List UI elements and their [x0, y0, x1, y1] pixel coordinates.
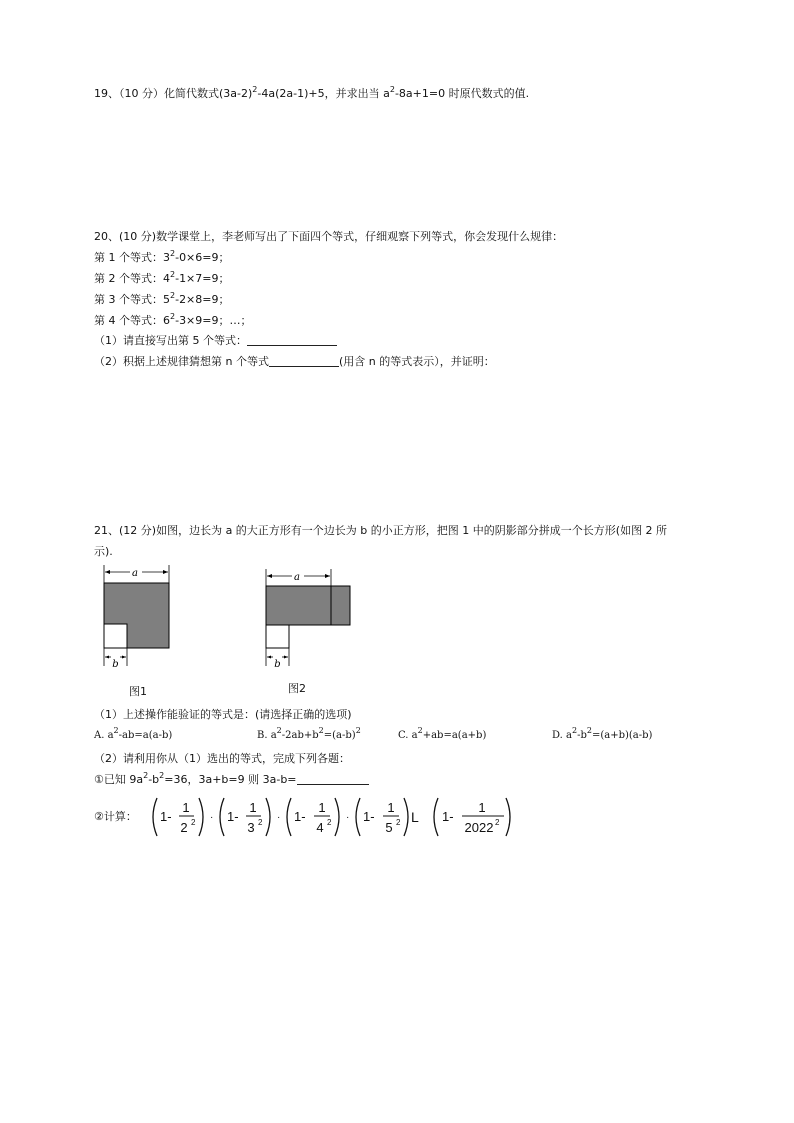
q20-sub2-text-b: (用含 n 的等式表示），并证明： [338, 355, 495, 368]
eq-label: 第 3 个等式： [94, 293, 163, 306]
q20-intro: 20、(10 分)数学课堂上，李老师写出了下面四个等式，仔细观察下列等式，你会发现什么规律： [94, 230, 564, 243]
option-a[interactable] [94, 726, 173, 741]
q20-sub1 [94, 334, 337, 348]
figure-2-caption: 图2 [288, 682, 306, 695]
opt-exp: 2 [276, 726, 282, 735]
dot: · [210, 812, 214, 823]
opt-exp: 2 [417, 726, 423, 735]
factor-exp: 2 [495, 818, 500, 827]
eq-rest: -2×8=9； [175, 293, 230, 306]
item1-exp: 2 [159, 771, 165, 780]
opt-exp: 2 [318, 726, 324, 735]
factor-exp: 2 [258, 818, 263, 827]
item1-text: ①已知 9a [94, 773, 144, 786]
option-c[interactable] [398, 726, 487, 741]
q19-prefix: 19、（10 分）化简代数式 [94, 87, 219, 100]
factor-exp: 2 [191, 818, 196, 827]
answer-blank[interactable] [297, 774, 369, 785]
figure-1-caption: 图1 [129, 685, 147, 698]
q20-sub2 [94, 355, 495, 369]
opt-exp: 2 [355, 726, 361, 735]
eq-exp: 2 [170, 270, 176, 279]
item1-text: =36，3a+b=9 则 3a-b= [164, 773, 297, 786]
option-d[interactable] [552, 726, 653, 741]
option-b[interactable] [257, 726, 361, 741]
q19-exp2: 2 [389, 85, 395, 94]
q21-line2: 示). [94, 545, 113, 558]
opt-exp: 2 [113, 726, 119, 735]
eq-rest: -0×6=9； [175, 251, 230, 264]
eq-base: 4 [163, 272, 170, 285]
factor-numerator: 1 [387, 800, 395, 815]
opt-text: -2ab+b [281, 730, 319, 741]
opt-text: =(a+b)(a-b) [591, 730, 653, 741]
factor-numerator: 1 [478, 800, 486, 815]
dot: · [346, 812, 350, 823]
item1-text: -b [148, 773, 160, 786]
factor-one: 1- [442, 809, 454, 824]
eq-label: 第 4 个等式： [94, 314, 163, 327]
opt-text: B. a [257, 730, 277, 741]
factor-denominator: 5 [385, 820, 393, 835]
q21-item2-label: ②计算： [94, 810, 137, 823]
q19-expr: (3a-2) [219, 87, 253, 100]
factor-one: 1- [160, 809, 172, 824]
q20-sub1-text: （1）请直接写出第 5 个等式： [94, 334, 247, 347]
eq-label: 第 2 个等式： [94, 272, 163, 285]
eq-rest: -3×9=9；…； [175, 314, 252, 327]
dot: · [277, 812, 281, 823]
figure-1 [98, 563, 176, 675]
eq-exp: 2 [170, 291, 176, 300]
factor-one: 1- [363, 809, 375, 824]
q20-eq4 [94, 314, 252, 328]
q21-sub1: （1）上述操作能验证的等式是：(请选择正确的选项) [94, 708, 352, 721]
q19-mid: ，并求出当 a [324, 87, 390, 100]
factor-exp: 2 [396, 818, 401, 827]
eq-base: 6 [163, 314, 170, 327]
factor-exp: 2 [327, 818, 332, 827]
eq-exp: 2 [170, 312, 176, 321]
opt-exp: 2 [571, 726, 578, 735]
factor-numerator: 1 [249, 800, 257, 815]
opt-exp: 2 [586, 726, 592, 735]
q20-sub2-text: （2）积据上述规律猜想第 n 个等式 [94, 355, 269, 368]
eq-base: 3 [163, 251, 170, 264]
opt-text: C. a [398, 730, 418, 741]
figure-2 [260, 563, 356, 675]
q20-eq1 [94, 251, 230, 265]
product-expression [148, 792, 516, 842]
opt-text: =(a-b) [323, 730, 356, 741]
factor-one: 1- [294, 809, 306, 824]
factor-numerator: 1 [182, 800, 190, 815]
factor-denominator: 2022 [464, 820, 494, 835]
opt-text: +ab=a(a+b) [422, 730, 487, 741]
answer-blank[interactable] [269, 356, 339, 367]
q21-line1: 21、(12 分)如图，边长为 a 的大正方形有一个边长为 b 的小正方形，把图 1 中的阴影部分拼成一个长方形(如图 2 所 [94, 524, 668, 537]
q19-text [94, 87, 529, 101]
label-a: a [132, 568, 138, 579]
label-b: b [274, 659, 281, 670]
factor-denominator: 4 [316, 820, 324, 835]
label-a: a [294, 572, 300, 583]
opt-text: A. a [94, 730, 114, 741]
item1-exp: 2 [143, 771, 149, 780]
opt-text: -ab=a(a-b) [118, 730, 173, 741]
factor-denominator: 3 [247, 820, 255, 835]
q19-exp: 2 [252, 85, 258, 94]
q19-expr2: -4a(2a-1)+5 [257, 87, 325, 100]
eq-rest: -1×7=9； [175, 272, 230, 285]
q20-eq3 [94, 293, 230, 307]
q19-tail: -8a+1=0 时原代数式的值. [394, 87, 530, 100]
factor-numerator: 1 [318, 800, 326, 815]
answer-blank[interactable] [247, 335, 337, 346]
opt-text: D. a [552, 730, 572, 741]
factor-one: 1- [227, 809, 239, 824]
eq-exp: 2 [170, 249, 176, 258]
label-b: b [112, 659, 119, 670]
q21-sub2: （2）请利用你从（1）选出的等式，完成下列各题： [94, 752, 350, 765]
eq-base: 5 [163, 293, 170, 306]
factor-denominator: 2 [180, 820, 188, 835]
q20-eq2 [94, 272, 230, 286]
q21-item1 [94, 773, 369, 787]
eq-label: 第 1 个等式： [94, 251, 163, 264]
ellipsis: L [411, 809, 419, 825]
opt-text: -b [577, 730, 587, 741]
